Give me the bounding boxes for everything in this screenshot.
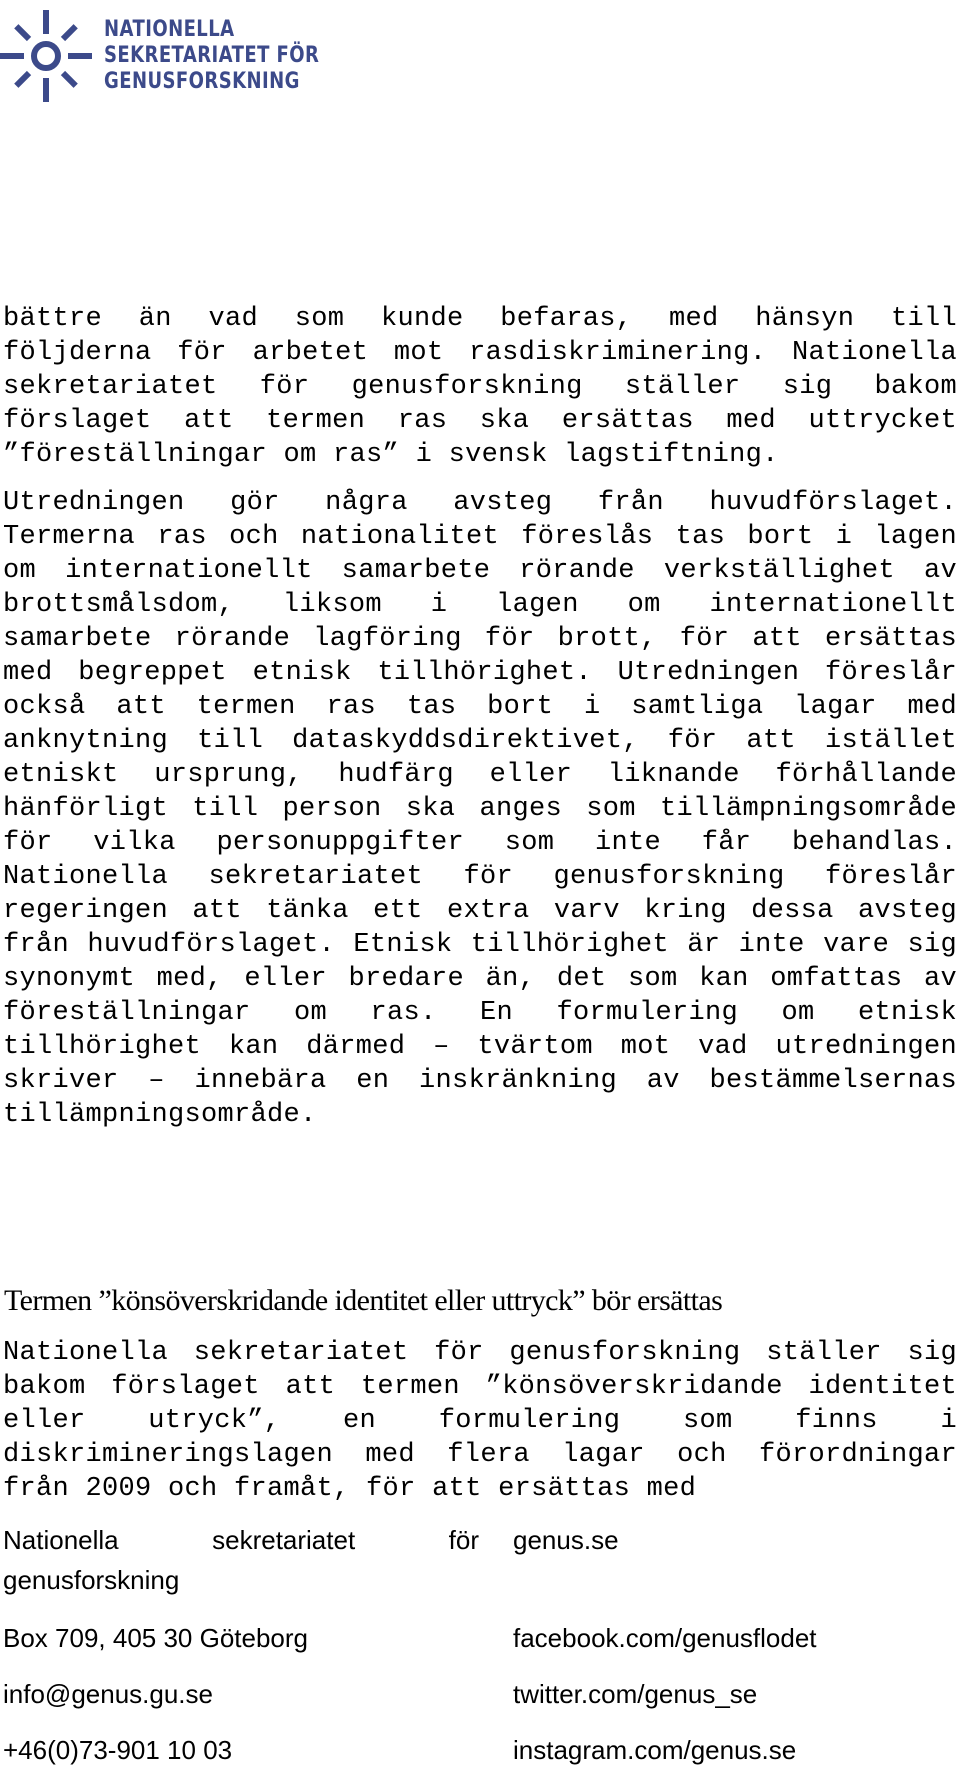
footer-facebook-link[interactable]: facebook.com/genusflodet — [513, 1623, 817, 1653]
footer-email-link[interactable]: info@genus.gu.se — [3, 1679, 213, 1709]
footer-twitter-link[interactable]: twitter.com/genus_se — [513, 1679, 758, 1709]
section-body-text — [3, 1336, 957, 1506]
logo — [0, 8, 367, 104]
footer-instagram-link[interactable]: instagram.com/genus.se — [513, 1735, 797, 1765]
paragraph: Utredningen gör några avsteg från huvudförslaget. Termerna ras och nationalitet föreslås tas bort i lagen om internationellt samarbete rörande verkställighet av brottsmålsdom, liksom i lagen om internationellt samarbete rörande lagföring för brott, för att ersättas med begreppet etnisk tillhörighet. Utredningen föreslår också att termen ras tas bort i samtliga lagar med anknytning till dataskyddsdirektivet, för att istället etniskt ursprung, hudfärg eller liknande förhållande hänförligt till person ska anges som tillämpningsområde för vilka personuppgifter som inte får behandlas. Nationella sekretariatet för genusforskning föreslår regeringen att tänka ett extra varv kring dessa avsteg från huvudförslaget. Etnisk tillhörighet är inte vare sig synonymt med, eller bredare än, det som kan omfattas av föreställningar om ras. En formulering om etnisk tillhörighet kan därmed – tvärtom mot vad utredningen skriver – innebära en inskränkning av bestämmelsernas tillämpningsområde. — [3, 488, 957, 1130]
logo-line-1: NATIONELLA — [104, 17, 235, 42]
sun-burst-logo-icon — [0, 10, 92, 102]
logo-line-3: GENUSFORSKNING — [104, 69, 300, 94]
section-heading: Termen ”könsöverskridande identitet eller uttryck” bör ersättas — [4, 1284, 723, 1317]
footer-address: Box 709, 405 30 Göteborg — [3, 1623, 309, 1653]
logo-wordmark — [104, 17, 319, 95]
logo-line-2: SEKRETARIATET FÖR — [104, 43, 320, 68]
footer-org-name-line2: genusforskning — [3, 1565, 180, 1595]
footer-website-link[interactable]: genus.se — [513, 1525, 619, 1555]
body-text — [3, 302, 957, 1132]
paragraph: Nationella sekretariatet för genusforskning ställer sig bakom förslaget att termen ”könsöverskridande identitet eller utryck”, en formulering som finns i diskrimineringslagen med flera lagar och förordningar från 2009 och framåt, för att ersättas med — [3, 1338, 957, 1504]
footer-org-name: Nationella sekretariatet för — [3, 1525, 479, 1555]
footer-phone: +46(0)73-901 10 03 — [3, 1735, 233, 1765]
paragraph: bättre än vad som kunde befaras, med hänsyn till följderna för arbetet mot rasdiskriminering. Nationella sekretariatet för genusforskning ställer sig bakom förslaget att termen ras ska ersättas med uttrycket ”föreställningar om ras” i svensk lagstiftning. — [3, 304, 957, 470]
